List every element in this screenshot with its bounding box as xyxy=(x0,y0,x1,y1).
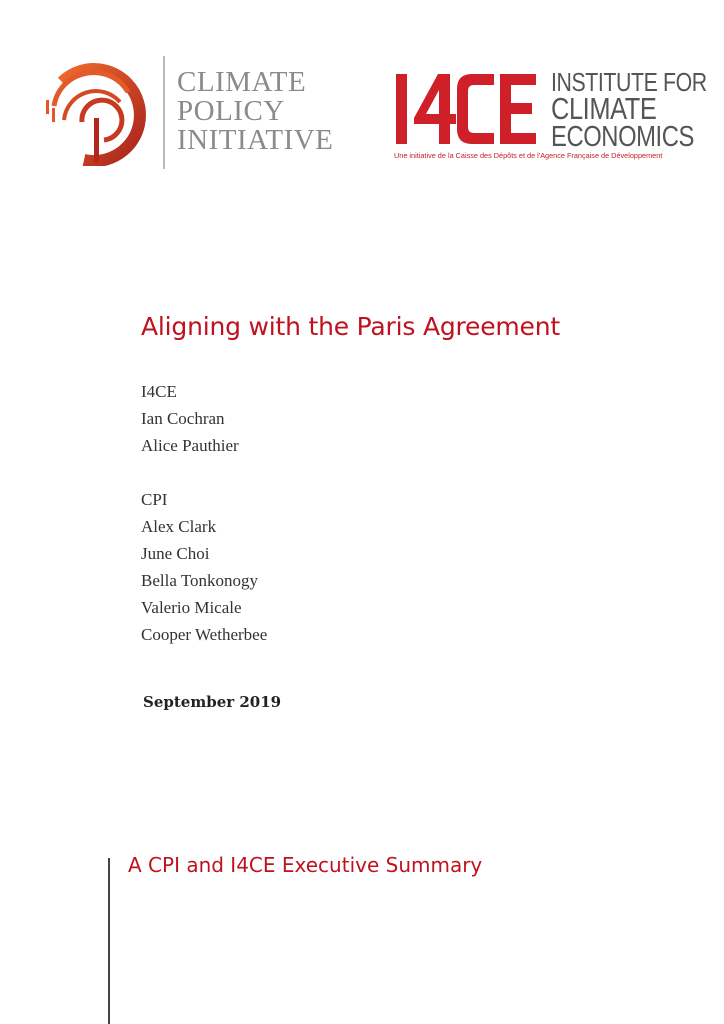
author-name: Alex Clark xyxy=(141,517,217,536)
document-title: Aligning with the Paris Agreement xyxy=(141,312,560,341)
author-name: Alice Pauthier xyxy=(141,436,239,455)
author-name: Bella Tonkonogy xyxy=(141,571,259,590)
i4ce-wordmark-line: ECONOMICS xyxy=(551,121,694,153)
document-subtitle: A CPI and I4CE Executive Summary xyxy=(128,853,483,877)
i4ce-tagline: Une initiative de la Caisse des Dépôts et de l'Agence Française de Développement xyxy=(394,151,663,160)
author-name: Valerio Micale xyxy=(141,598,242,617)
i4ce-wordmark xyxy=(551,67,707,153)
author-name: June Choi xyxy=(141,544,210,563)
i4ce-logo xyxy=(394,67,707,164)
author-list xyxy=(141,378,267,648)
author-name: Ian Cochran xyxy=(141,409,225,428)
cpi-wordmark-line: CLIMATE xyxy=(177,66,307,98)
i4ce-mark-icon xyxy=(394,68,544,148)
i4ce-wordmark-line: INSTITUTE FOR xyxy=(551,67,707,97)
author-name: Cooper Wetherbee xyxy=(141,625,268,644)
cpi-wordmark-line: POLICY xyxy=(177,95,285,127)
cpi-wordmark-line: INITIATIVE xyxy=(177,124,334,156)
cpi-wordmark xyxy=(177,68,333,155)
author-org: I4CE xyxy=(141,382,177,401)
publication-date: September 2019 xyxy=(143,693,282,711)
i4ce-wordmark-line: CLIMATE xyxy=(551,91,657,126)
author-group-spacer xyxy=(141,459,267,486)
cpi-logo xyxy=(42,56,342,172)
author-org: CPI xyxy=(141,490,168,509)
cpi-logo-divider xyxy=(163,56,165,169)
cpi-swirl-icon xyxy=(42,62,152,166)
left-accent-bar xyxy=(108,858,110,1024)
